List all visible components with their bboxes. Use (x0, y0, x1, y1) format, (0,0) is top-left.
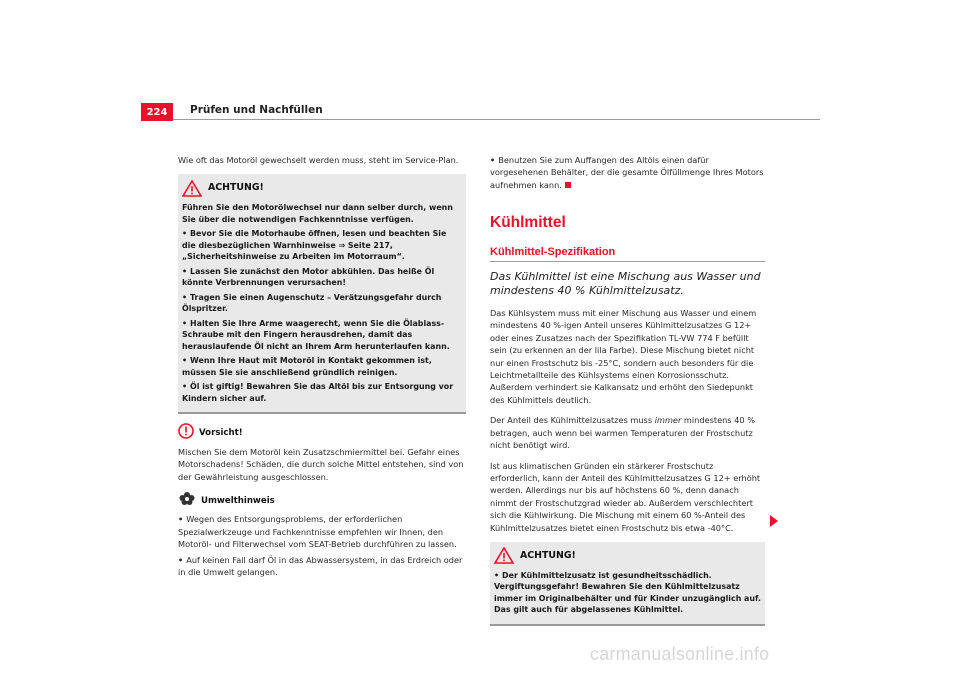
warning-header (494, 545, 761, 567)
warning-header (182, 177, 462, 199)
caution-icon (178, 423, 194, 442)
environment-header (178, 491, 466, 510)
bullet-icon: • (490, 155, 496, 165)
bullet-icon: • (182, 318, 188, 328)
coolant-paragraph-3: Ist aus klimatischen Gründen ein stärkerer Frostschutz erforderlich, kann der Anteil des Kühlmittelzusatzes G 12+ erhöht werden. Allerdings nur bis auf höchstens 60 %, denn danach nimmt der Frostschutzgrad wieder ab. Außerdem verschlechtert sich die Kühlwirkung. Die Mischung mit einem 60 %-Anteil des Kühlmittelzusatzes bietet einen Frostschutz bis etwa -40°C. (490, 460, 761, 533)
warning-body (494, 570, 761, 616)
chapter-title: Prüfen und Nachfüllen (190, 104, 323, 116)
watermark: carmanualsonline.info (590, 644, 770, 664)
environment-item: • Wegen des Entsorgungsproblems, der erforderlichen Spezialwerkzeuge und Fachkenntnisse empfehlen wir Ihnen, den Motoröl- und Filterwechsel vom SEAT-Betrieb durchführen zu lassen. (178, 514, 457, 550)
oil-container-item: • Benutzen Sie zum Auffangen des Altöls einen dafür vorgesehenen Behälter, der die gesamte Ölfüllmenge Ihres Motors aufnehmen kann. (490, 155, 764, 190)
warning-lead: Führen Sie den Motorölwechsel nur dann selber durch, wenn Sie über die notwendigen Fachkenntnisse verfügen. (182, 203, 453, 224)
bullet-icon: • (178, 514, 184, 525)
warning-triangle-icon (182, 180, 202, 197)
warning-item: • Der Kühlmittelzusatz ist gesundheitsschädlich. Vergiftungsgefahr! Bewahren Sie den Kühlmittelzusatz immer im Originalbehälter und für Kinder unzugänglich auf. Das gilt auch für abgelassenes Kühlmittel. (494, 570, 761, 615)
bullet-icon: • (182, 292, 188, 302)
section-heading: Kühlmittel (490, 214, 566, 232)
warning-item: • Tragen Sie einen Augenschutz – Verätzungsgefahr durch Ölspritzer. (182, 292, 442, 314)
environment-item: • Auf keinen Fall darf Öl in das Abwassersystem, in das Erdreich oder in die Umwelt gelangen. (178, 554, 463, 578)
warning-box-coolant (490, 542, 765, 626)
bullet-icon: • (178, 554, 184, 565)
lead-text: Das Kühlmittel ist eine Mischung aus Wasser und mindestens 40 % Kühlmittelzusatz. (490, 270, 761, 298)
warning-box-oil (178, 174, 466, 414)
warning-title: ACHTUNG! (520, 549, 576, 561)
warning-item: • Öl ist giftig! Bewahren Sie das Altöl bis zur Entsorgung vor Kindern sicher auf. (182, 382, 454, 403)
warning-triangle-icon (494, 547, 514, 564)
caution-header (178, 423, 466, 442)
warning-body (182, 202, 462, 404)
flower-icon (178, 491, 196, 510)
warning-title: ACHTUNG! (208, 182, 264, 194)
warning-item: • Wenn Ihre Haut mit Motoröl in Kontakt gekommen ist, müssen Sie sie anschließend gründlich reinigen. (182, 356, 432, 377)
left-column (178, 154, 466, 586)
bullet-icon: • (182, 356, 188, 366)
bullet-icon: • (494, 570, 500, 580)
intro-text: Wie oft das Motoröl gewechselt werden muss, steht im Service-Plan. (178, 155, 459, 165)
caution-title: Vorsicht! (199, 427, 243, 438)
bullet-icon: • (182, 382, 188, 392)
warning-item: • Lassen Sie zunächst den Motor abkühlen. Das heiße Öl könnte Verbrennungen verursachen! (182, 266, 435, 288)
caution-text: Mischen Sie dem Motoröl kein Zusatzschmiermittel bei. Gefahr eines Motorschadens! Schäden, die durch solche Mittel entstehen, sind von der Gewährleistung ausgeschlossen. (178, 446, 464, 482)
environment-title: Umwelthinweis (201, 495, 275, 506)
continue-arrow-icon (770, 515, 778, 527)
coolant-paragraph-2: Der Anteil des Kühlmittelzusatzes muss immer mindestens 40 % betragen, auch wenn bei warmen Temperaturen der Frostschutz nicht benötigt wird. (490, 415, 755, 451)
bullet-icon: • (182, 229, 188, 239)
warning-item: • Bevor Sie die Motorhaube öffnen, lesen und beachten Sie die diesbezüglichen Warnhinweise ⇒ Seite 217, „Sicherheitshinweise zu Arbeiten im Motorraum“. (182, 229, 447, 262)
emphasis-text: immer (654, 415, 682, 426)
coolant-paragraph-1: Das Kühlsystem muss mit einer Mischung aus Wasser und einem mindestens 40 %-igen Anteil unseres Kühlmittelzusatzes G 12+ oder eines Zusatzes nach der Spezifikation TL-VW 774 F befüllt sein (zu erkennen an der lila Farbe). Diese Mischung bietet nicht nur einen Frostschutz bis -25°C, sondern auch besonders für die Leichtmetallteile des Kühlsystems einen Korrosionsschutz. Außerdem verhindert sie Kalkansatz und erhöht den Siedepunkt des Kühlmittels deutlich. (490, 308, 757, 405)
subsection-heading: Kühlmittel-Spezifikation (490, 246, 765, 262)
page-number: 224 (141, 103, 173, 121)
bullet-icon: • (182, 266, 188, 276)
warning-item: • Halten Sie Ihre Arme waagerecht, wenn Sie die Ölablass-Schraube mit den Fingern herausdrehen, damit das herauslaufende Öl nicht an Ihrem Arm herunterlaufen kann. (182, 318, 450, 351)
section-end-icon (565, 182, 571, 188)
header-divider (173, 119, 820, 120)
right-column (490, 154, 765, 635)
